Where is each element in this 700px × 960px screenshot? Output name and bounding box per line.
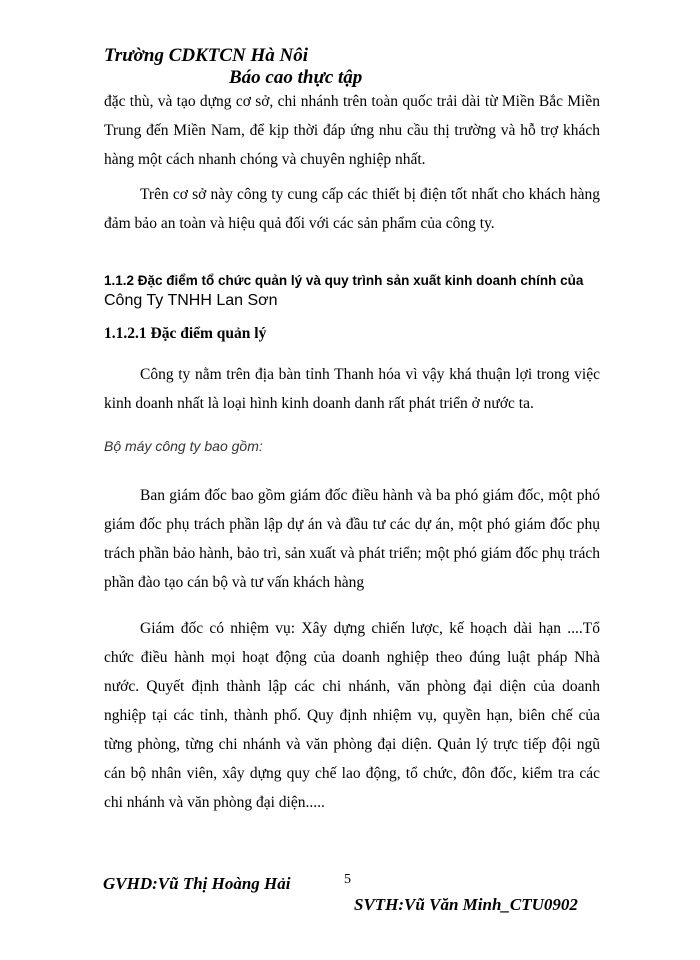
page-number: 5 [344,872,351,887]
board-paragraph: Ban giám đốc bao gồm giám đốc điều hành và ba phó giám đốc, một phó giám đốc phụ trách phần lập dự án và đầu tư các dự án, một phó giám đốc phụ trách phần bảo hành, bảo trì, sản xuất và phát triển; một phó giám đốc phụ trách phần đào tạo cán bộ và tư vấn khách hàng [104,487,600,591]
intro-continuation-paragraph: đặc thù, và tạo dựng cơ sở, chi nhánh trên toàn quốc trải dài từ Miền Bắc Miền Trung đến Miền Nam, để kịp thời đáp ứng nhu cầu thị trường và hỗ trợ khách hàng một cách nhanh chóng và chuyên nghiệp nhất. [104,93,600,168]
subsection-heading: 1.1.2.1 Đặc điểm quản lý [104,325,267,342]
header-school-name: Trường CDKTCN Hà Nôi [104,45,309,66]
basis-paragraph: Trên cơ sở này công ty cung cấp các thiết bị điện tốt nhất cho khách hàng đảm bảo an toàn và hiệu quả đối với các sản phẩm của công ty. [104,186,600,232]
footer-student: SVTH:Vũ Văn Minh_CTU0902 [354,895,578,914]
section-heading [104,271,604,311]
company-name: Công Ty TNHH Lan Sơn [104,292,278,309]
footer-supervisor: GVHD:Vũ Thị Hoàng Hải [103,874,291,893]
apparatus-label: Bộ máy công ty bao gồm: [104,438,263,454]
location-paragraph: Công ty nằm trên địa bàn tỉnh Thanh hóa vì vậy khá thuận lợi trong việc kinh doanh nhất là loại hình kinh doanh danh rất phát triển ở nước ta. [104,366,600,412]
section-heading-text: 1.1.2 Đặc điểm tổ chức quản lý và quy trình sản xuất kinh doanh chính của [104,273,584,288]
header-report-title: Báo cao thực tập [229,67,363,88]
director-paragraph: Giám đốc có nhiệm vụ: Xây dựng chiến lược, kế hoạch dài hạn ....Tổ chức điều hành mọi hoạt động của doanh nghiệp theo đúng luật pháp Nhà nước. Quyết định thành lập các chi nhánh, văn phòng đại diện của doanh nghiệp tại các tỉnh, thành phố. Quy định nhiệm vụ, quyền hạn, biên chế của từng phòng, từng chi nhánh và văn phòng đại diện. Quản lý trực tiếp đội ngũ cán bộ nhân viên, xây dựng quy chế lao động, tổ chức, đôn đốc, kiểm tra các chi nhánh và văn phòng đại diện..... [104,620,600,811]
